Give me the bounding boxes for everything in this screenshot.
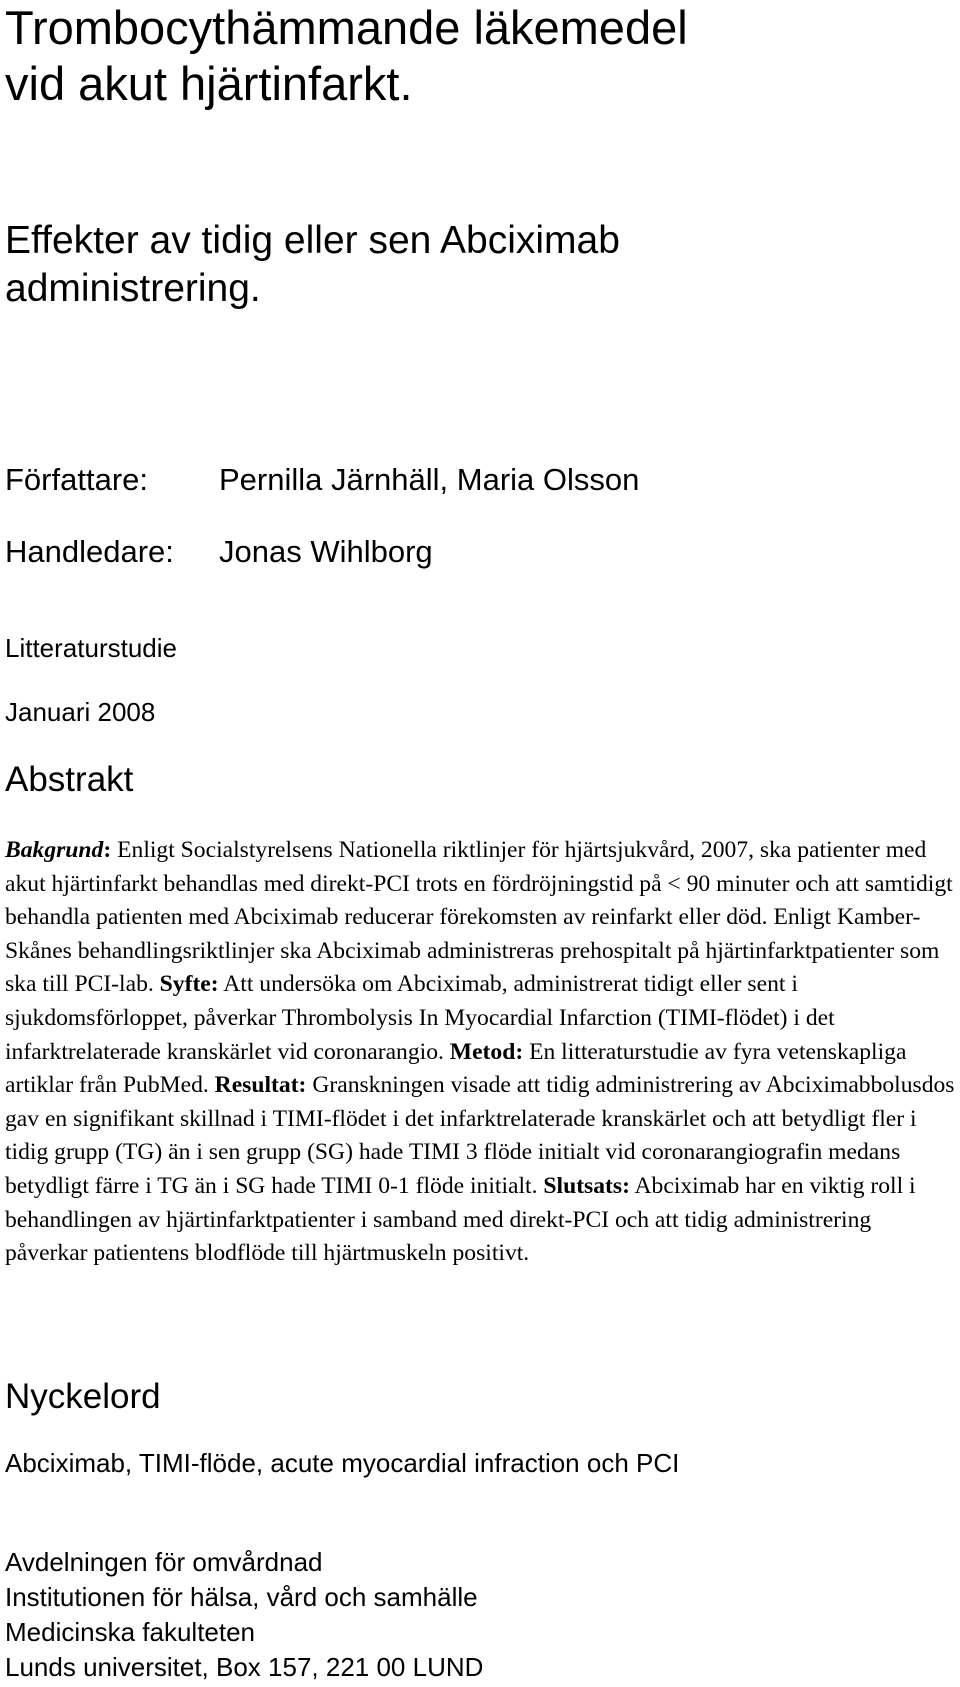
title-line-2: vid akut hjärtinfarkt. (5, 57, 413, 110)
document-subtitle (5, 217, 620, 313)
background-text: Enligt Socialstyrelsens Nationella riktlinjer för hjärtsjukvård, 2007, ska patienter med akut hjärtinfarkt behandlas med direkt-PCI trots en fördröjningstid på < 90 minuter och att samtidigt behandla patienten med Abciximab reducerar förekomsten av reinfarkt eller död. Enligt Kamber-Skånes behandlingsriktlinjer ska Abciximab administreras prehospitalt på hjärtinfarktpatienter som ska till PCI-lab. (5, 837, 953, 998)
aim-text: Att undersöka om Abciximab, administrerat tidigt eller sent i sjukdomsförloppet, påverkar Thrombolysis In Myocardial Infarction (TIMI-flödet) i det infarktrelaterade kranskärlet vid coronarangio. (5, 971, 835, 1065)
study-type: Litteraturstudie (5, 633, 177, 663)
abstract-text (5, 834, 957, 1271)
address-line-department: Avdelningen för omvårdnad (5, 1547, 323, 1577)
conclusion-label: Slutsats: (543, 1172, 630, 1199)
supervisor-row (5, 534, 433, 570)
method-text: En litteraturstudie av fyra vetenskapliga artiklar från PubMed. (5, 1038, 907, 1099)
title-line-1: Trombocythämmande läkemedel (5, 1, 688, 54)
document-title (5, 0, 688, 112)
document-date: Januari 2008 (5, 697, 156, 727)
background-label: Bakgrund (5, 837, 104, 863)
method-label: Metod: (449, 1038, 524, 1065)
subtitle-line-1: Effekter av tidig eller sen Abciximab (5, 219, 620, 262)
authors-value: Pernilla Järnhäll, Maria Olsson (219, 462, 640, 497)
supervisor-value: Jonas Wihlborg (219, 534, 433, 569)
conclusion-text: Abciximab har en viktig roll i behandlingen av hjärtinfarktpatienter i samband med direkt-PCI och att tidig administrering påverkar patientens blodflöde till hjärtmuskeln positivt. (5, 1172, 916, 1267)
supervisor-label: Handledare: (5, 534, 174, 569)
subtitle-line-2: administrering. (5, 267, 261, 310)
authors-label: Författare: (5, 462, 148, 497)
aim-label: Syfte: (159, 971, 219, 998)
background-colon: : (103, 837, 112, 863)
authors-row (5, 462, 639, 498)
address-line-faculty: Medicinska fakulteten (5, 1617, 256, 1647)
address-line-university: Lunds universitet, Box 157, 221 00 LUND (5, 1652, 484, 1682)
abstract-heading: Abstrakt (5, 760, 134, 799)
keywords-heading: Nyckelord (5, 1377, 161, 1416)
results-label: Resultat: (214, 1072, 307, 1099)
address-line-institution: Institutionen för hälsa, vård och samhälle (5, 1582, 478, 1612)
keywords-text: Abciximab, TIMI-flöde, acute myocardial infraction och PCI (5, 1448, 680, 1478)
results-text: Granskningen visade att tidig administrering av Abciximabbolusdos gav en signifikant skillnad i TIMI-flödet i det infarktrelaterade kranskärlet och att betydligt fler i tidig grupp (TG) än i sen grupp (SG) hade TIMI 3 flöde initialt vid coronarangiografin medans betydligt färre i TG än i SG hade TIMI 0-1 flöde initialt. (5, 1072, 955, 1199)
address-block (5, 1545, 483, 1685)
